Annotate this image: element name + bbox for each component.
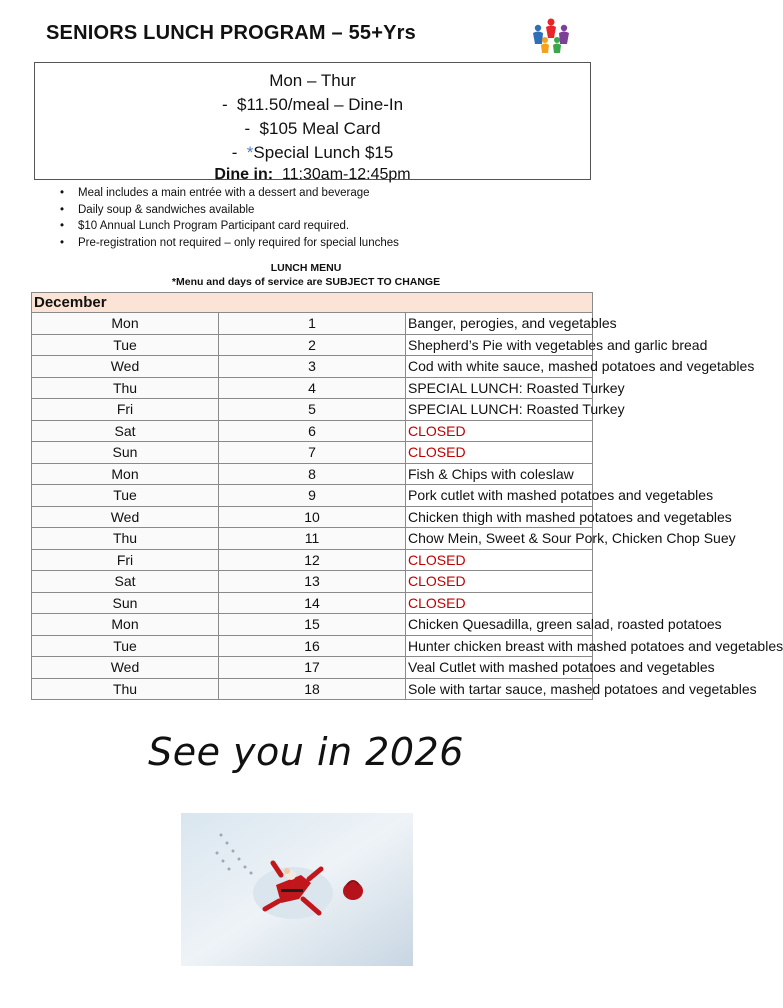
date-cell: 3 xyxy=(219,356,406,378)
day-cell: Wed xyxy=(32,506,219,528)
date-cell: 11 xyxy=(219,528,406,550)
meal-cell: Chow Mein, Sweet & Sour Pork, Chicken Chop Suey xyxy=(406,528,593,550)
meal-cell: CLOSED xyxy=(406,549,593,571)
table-row xyxy=(32,399,593,421)
date-cell: 10 xyxy=(219,506,406,528)
date-cell: 9 xyxy=(219,485,406,507)
day-cell: Mon xyxy=(32,463,219,485)
table-row xyxy=(32,485,593,507)
table-row xyxy=(32,377,593,399)
meal-cell: Chicken Quesadilla, green salad, roasted potatoes xyxy=(406,614,593,636)
day-cell: Sun xyxy=(32,592,219,614)
date-cell: 5 xyxy=(219,399,406,421)
day-cell: Mon xyxy=(32,614,219,636)
people-logo-icon xyxy=(530,16,572,54)
meal-cell: Banger, perogies, and vegetables xyxy=(406,313,593,335)
dine-in-price: - $11.50/meal – Dine-In xyxy=(221,95,404,114)
table-row xyxy=(32,678,593,700)
date-cell: 8 xyxy=(219,463,406,485)
date-cell: 18 xyxy=(219,678,406,700)
date-cell: 16 xyxy=(219,635,406,657)
day-cell: Mon xyxy=(32,313,219,335)
list-item: • Meal includes a main entrée with a dessert and beverage xyxy=(60,185,399,202)
table-row xyxy=(32,356,593,378)
day-cell: Thu xyxy=(32,678,219,700)
table-row xyxy=(32,506,593,528)
special-label: Special Lunch $15 xyxy=(253,143,394,162)
menu-heading: LUNCH MENU xyxy=(270,262,342,274)
day-cell: Thu xyxy=(32,377,219,399)
date-cell: 7 xyxy=(219,442,406,464)
day-cell: Wed xyxy=(32,657,219,679)
list-item: • Daily soup & sandwiches available xyxy=(60,202,399,219)
meal-cell: Hunter chicken breast with mashed potatoes and vegetables xyxy=(406,635,593,657)
special-lunch-price xyxy=(35,141,590,165)
dine-in-hours xyxy=(35,165,590,185)
day-cell: Thu xyxy=(32,528,219,550)
date-cell: 17 xyxy=(219,657,406,679)
table-row xyxy=(32,571,593,593)
meal-cell: Cod with white sauce, mashed potatoes and vegetables xyxy=(406,356,593,378)
list-item: • $10 Annual Lunch Program Participant card required. xyxy=(60,218,399,235)
meal-cell: Veal Cutlet with mashed potatoes and vegetables xyxy=(406,657,593,679)
table-row xyxy=(32,442,593,464)
day-cell: Wed xyxy=(32,356,219,378)
day-cell: Fri xyxy=(32,399,219,421)
dine-in-time: 11:30am-12:45pm xyxy=(281,166,411,183)
table-row xyxy=(32,420,593,442)
date-cell: 2 xyxy=(219,334,406,356)
table-row xyxy=(32,592,593,614)
meal-cell: Sole with tartar sauce, mashed potatoes and vegetables xyxy=(406,678,593,700)
pricing-info-box xyxy=(34,62,591,183)
day-cell: Tue xyxy=(32,485,219,507)
meal-cell: CLOSED xyxy=(406,420,593,442)
table-row xyxy=(32,313,593,335)
page-title: SENIORS LUNCH PROGRAM – 55+Yrs xyxy=(46,22,416,44)
table-row xyxy=(32,463,593,485)
closing-message: See you in 2026 xyxy=(148,730,464,774)
table-row xyxy=(32,614,593,636)
day-cell: Tue xyxy=(32,334,219,356)
date-cell: 14 xyxy=(219,592,406,614)
day-cell: Sat xyxy=(32,420,219,442)
day-cell: Fri xyxy=(32,549,219,571)
month-header: December xyxy=(32,293,593,313)
meal-card-price: - $105 Meal Card xyxy=(244,119,381,138)
dine-in-label: Dine in: xyxy=(214,166,274,183)
special-prefix: - xyxy=(231,143,247,162)
list-item: • Pre-registration not required – only required for special lunches xyxy=(60,235,399,252)
date-cell: 1 xyxy=(219,313,406,335)
service-days: Mon – Thur xyxy=(269,71,356,90)
date-cell: 13 xyxy=(219,571,406,593)
day-cell: Tue xyxy=(32,635,219,657)
day-cell: Sun xyxy=(32,442,219,464)
table-row xyxy=(32,657,593,679)
meal-cell: CLOSED xyxy=(406,592,593,614)
santa-snow-angel-image xyxy=(181,813,413,966)
table-row xyxy=(32,549,593,571)
date-cell: 15 xyxy=(219,614,406,636)
date-cell: 4 xyxy=(219,377,406,399)
table-row xyxy=(32,528,593,550)
date-cell: 12 xyxy=(219,549,406,571)
meal-cell: SPECIAL LUNCH: Roasted Turkey xyxy=(406,399,593,421)
table-row xyxy=(32,334,593,356)
day-cell: Sat xyxy=(32,571,219,593)
program-details-list xyxy=(60,185,399,251)
lunch-menu-table xyxy=(31,292,783,700)
meal-cell: SPECIAL LUNCH: Roasted Turkey xyxy=(406,377,593,399)
meal-cell: CLOSED xyxy=(406,571,593,593)
menu-subheading: *Menu and days of service are SUBJECT TO CHANGE xyxy=(171,276,441,288)
meal-cell: CLOSED xyxy=(406,442,593,464)
table-row xyxy=(32,635,593,657)
meal-cell: Shepherd’s Pie with vegetables and garlic bread xyxy=(406,334,593,356)
special-star: * xyxy=(246,143,254,162)
date-cell: 6 xyxy=(219,420,406,442)
meal-cell: Pork cutlet with mashed potatoes and vegetables xyxy=(406,485,593,507)
meal-cell: Fish & Chips with coleslaw xyxy=(406,463,593,485)
meal-cell: Chicken thigh with mashed potatoes and vegetables xyxy=(406,506,593,528)
